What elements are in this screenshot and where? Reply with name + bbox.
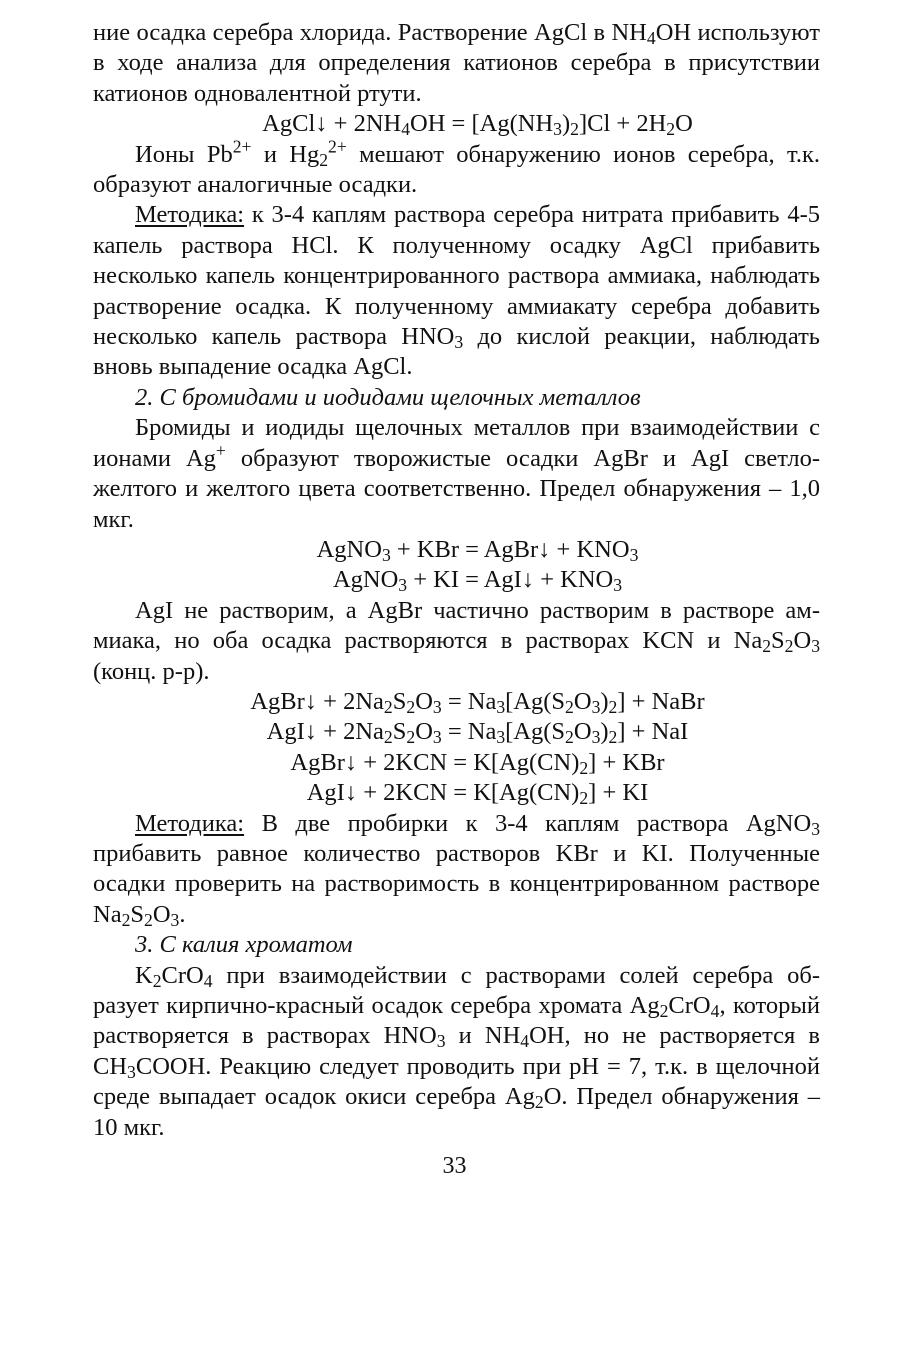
page-number: 33 (442, 1153, 467, 1179)
equation-eq7: AgI↓ + $2KCN = K[Ag(CN)_2]$ + KI (306, 779, 649, 809)
page-body (93, 18, 820, 1143)
paragraph-p7: $K_2CrO_4$ при взаимодействии с растворами солей серебра образует кирпично-красный осадок серебра хромата $Ag_2CrO_4$, который растворяется в растворах $HNO_3$ и $NH_4OH$, но не растворяется в $CH_3COOH$. Реакцию следует проводить при pH = 7, т.к. в щелочной среде выпадает осадок окиси серебра $Ag_2O$. Предел обнаружения – 10 мкг. (93, 961, 821, 1141)
section-heading-h3: 3. С калия хроматом (135, 931, 353, 959)
equation-eq4: AgBr↓ + $2Na_2S_2O_3 = Na_3[Ag(S_2O_3)_2]$ + NaBr (250, 687, 705, 717)
paragraph-p6: Методика: В две пробирки к 3-4 каплям раствора AgNO$_3$ прибавить равное количество растворов KBr и KI. Полученные осадки проверить на растворимость в концентрированном растворе $Na_2S_2O_3$. (93, 809, 820, 930)
paragraph-p1: ние осадка серебра хлорида. Растворение AgCl в $NH_4OH$ используют в ходе анализа для определения катионов серебра в присутствии катионов одновалентной ртути. (93, 19, 820, 107)
paragraph-p2: Ионы $Pb^{2+}$ и $Hg_2^{2+}$ мешают обнаружению ионов серебра, т.к. образуют аналогичные осадки. (93, 135, 820, 199)
paragraph-p5: AgI не растворим, а AgBr частично растворим в растворе аммиака, но оба осадка растворяются в растворах KCN и $Na_2S_2O_3$ (конц. р-р). (93, 596, 820, 685)
equation-eq6: AgBr↓ + $2KCN = K[Ag(CN)_2]$ + KBr (290, 748, 665, 778)
paragraph-p3: Методика: к 3-4 каплям раствора серебра нитрата прибавить 4-5 капель раствора HCl. К полученному осадку AgCl прибавить несколько капель концентрированного раствора аммиака, наблюдать растворение осадка. К полученному аммиакату серебра добавить несколько капель раствора $HNO_3$ до кислой реакции, наблюдать вновь выпадение осадка AgCl. (93, 201, 820, 381)
equation-eq1: AgCl↓ + $2NH_4OH = [Ag(NH_3)_2]Cl + 2H_2O$ (262, 110, 693, 140)
section-heading-h2: 2. С бромидами и иодидами щелочных металлов (135, 383, 641, 411)
paragraph-p4: Бромиды и иодиды щелочных металлов при взаимодействии с ионами Ag+ образуют творожистые осадки AgBr и AgI светло-желтого и желтого цвета соответственно. Предел обнаружения – 1,0 мкг. (93, 414, 821, 533)
equation-eq5: AgI↓ + $2Na_2S_2O_3 = Na_3[Ag(S_2O_3)_2]$ + NaI (266, 718, 689, 748)
equation-eq3: AgNO$_3$ + KI = AgI↓ + $KNO_3$ (332, 566, 623, 596)
equation-eq2: AgNO$_3$ + KBr = AgBr↓ + $KNO_3$ (316, 535, 639, 565)
